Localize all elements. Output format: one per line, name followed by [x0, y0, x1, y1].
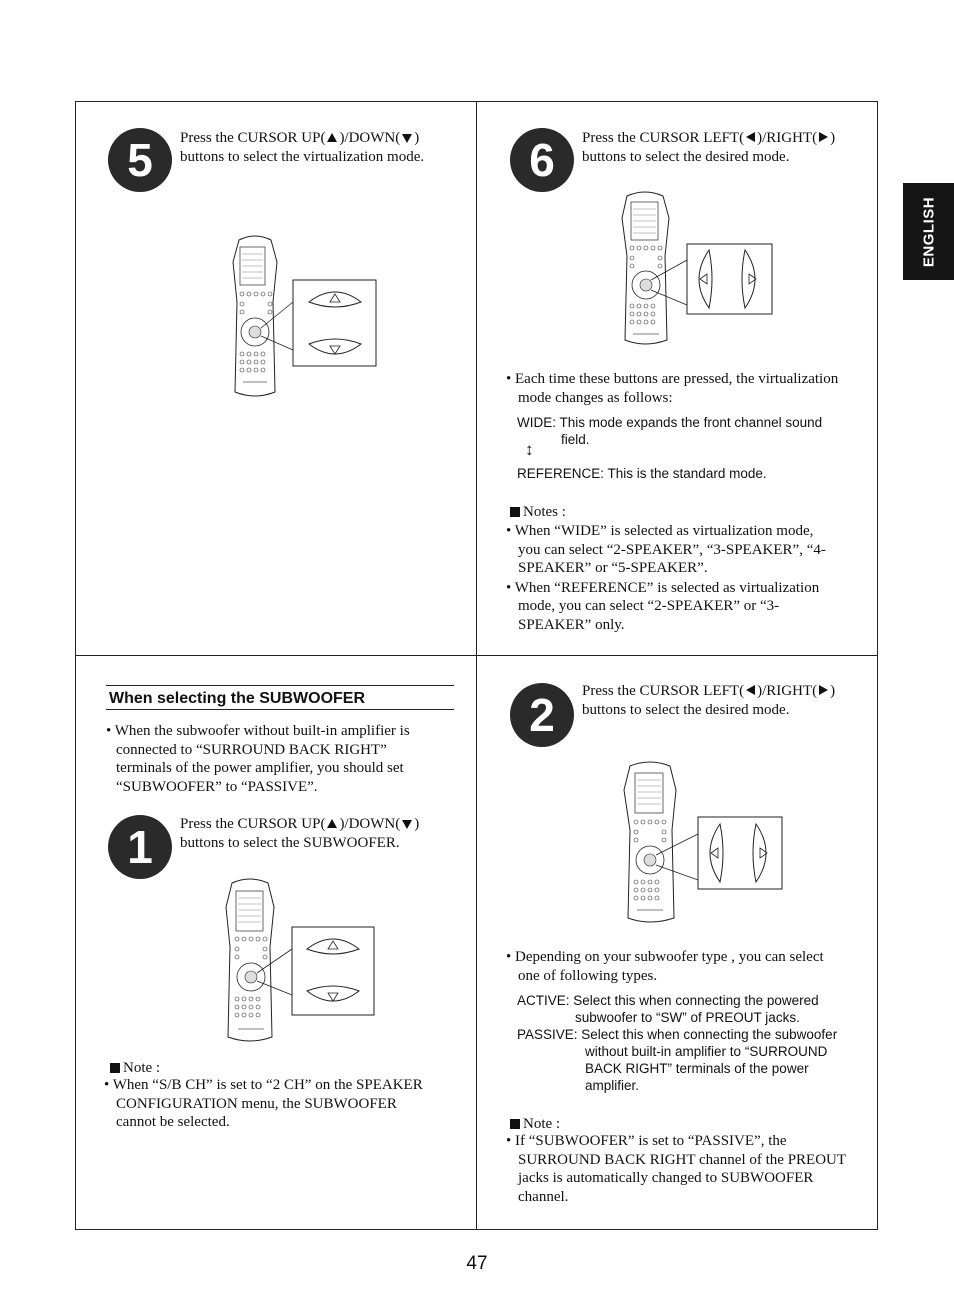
- step6-line1-a: Press the CURSOR LEFT(: [582, 130, 745, 146]
- triangle-left-icon: [746, 685, 755, 695]
- triangle-down-icon: [402, 820, 412, 829]
- remote-leftright-illustration-6: [617, 190, 777, 350]
- step2-note: [506, 1132, 868, 1206]
- column-divider: [476, 101, 477, 1230]
- step-number-1: 1: [108, 815, 172, 879]
- active-line2: subwoofer to “SW” of PREOUT jacks.: [575, 1010, 800, 1025]
- step1-note: [104, 1076, 470, 1132]
- page-number: 47: [466, 1253, 488, 1274]
- remote-control-icon: [622, 192, 669, 344]
- step2-bullet-line: one of following types.: [518, 967, 658, 984]
- triangle-right-icon: [819, 132, 828, 142]
- step-number-2: 2: [510, 683, 574, 747]
- note-heading-text: Note :: [110, 1060, 160, 1076]
- wide-line2: field.: [561, 432, 590, 447]
- triangle-up-icon: [327, 819, 337, 828]
- language-tab-label: ENGLISH: [920, 196, 937, 267]
- step1-line2: buttons to select the SUBWOOFER.: [180, 834, 400, 851]
- triangle-left-icon: [746, 132, 755, 142]
- step5-line2: buttons to select the virtualization mode.: [180, 148, 425, 165]
- step2-bullet-line: • Depending on your subwoofer type , you can select: [506, 949, 824, 965]
- step2-instruction: [582, 682, 872, 719]
- updown-arrow-icon: ↕: [525, 440, 534, 459]
- note-line: • When “REFERENCE” is selected as virtualization: [506, 579, 820, 596]
- step6-line1-b: )/RIGHT(: [757, 130, 818, 146]
- step-number-6: 6: [510, 128, 574, 192]
- step1-line1-c: ): [414, 816, 420, 832]
- note-line: • If “SUBWOOFER” is set to “PASSIVE”, the: [506, 1133, 787, 1149]
- passive-line: BACK RIGHT” terminals of the power: [585, 1061, 809, 1076]
- step1-line1-b: )/DOWN(: [339, 816, 401, 832]
- language-tab: [903, 183, 954, 280]
- note-line: SPEAKER” only.: [518, 616, 625, 633]
- section-heading: When selecting the SUBWOOFER: [106, 685, 454, 710]
- note-heading-text: Note :: [510, 1116, 560, 1132]
- step1-instruction: [180, 815, 470, 852]
- note-line: cannot be selected.: [116, 1114, 230, 1130]
- step2-line1-b: )/RIGHT(: [757, 683, 818, 699]
- note-line: mode, you can select “2-SPEAKER” or “3-: [518, 598, 780, 614]
- wide-description: [517, 414, 867, 448]
- note-line: • When “S/B CH” is set to “2 CH” on the SPEAKER: [104, 1077, 423, 1093]
- intro-line: connected to “SURROUND BACK RIGHT”: [116, 741, 387, 758]
- note-item: [506, 522, 866, 578]
- step5-line1-b: )/DOWN(: [339, 130, 401, 146]
- step2-note-heading: [510, 1115, 560, 1134]
- note-line: SURROUND BACK RIGHT channel of the PREOUT: [518, 1151, 847, 1168]
- note-line: CONFIGURATION menu, the SUBWOOFER: [116, 1095, 397, 1112]
- step5-line1-a: Press the CURSOR UP(: [180, 130, 326, 146]
- step5-instruction: [180, 129, 470, 166]
- step1-line1-a: Press the CURSOR UP(: [180, 816, 326, 832]
- note-item: [506, 579, 866, 635]
- triangle-right-icon: [819, 685, 828, 695]
- subwoofer-intro: [106, 722, 466, 796]
- step1-note-heading: [110, 1059, 160, 1078]
- step2-bullet: [506, 948, 866, 985]
- passive-description: [517, 1026, 867, 1094]
- triangle-down-icon: [402, 134, 412, 143]
- remote-updown-illustration-1: [220, 877, 380, 1047]
- remote-control-icon: [226, 879, 274, 1041]
- notes-heading-text: Notes :: [510, 504, 566, 520]
- step6-instruction: [582, 129, 872, 166]
- row-divider: [75, 655, 878, 656]
- remote-updown-illustration-5: [225, 232, 385, 404]
- step6-line1-c: ): [830, 130, 836, 146]
- active-description: [517, 992, 867, 1026]
- note-line: jacks is automatically changed to SUBWOOFER: [518, 1170, 814, 1186]
- note-line: SPEAKER” or “5-SPEAKER”.: [518, 560, 708, 576]
- step2-line1-c: ): [830, 683, 836, 699]
- reference-description: REFERENCE: This is the standard mode.: [517, 466, 767, 481]
- step-number-5: 5: [108, 128, 172, 192]
- note-line: channel.: [518, 1188, 569, 1205]
- active-line1: ACTIVE: Select this when connecting the powered: [517, 993, 819, 1008]
- intro-line: • When the subwoofer without built-in amplifier is: [106, 723, 410, 739]
- passive-line: amplifier.: [585, 1078, 640, 1093]
- note-line: you can select “2-SPEAKER”, “3-SPEAKER”, “4-: [518, 541, 826, 558]
- triangle-up-icon: [327, 133, 337, 142]
- intro-line: “SUBWOOFER” to “PASSIVE”.: [116, 778, 318, 795]
- step6-bullet: [506, 370, 866, 407]
- passive-line: without built-in amplifier to “SURROUND: [585, 1044, 828, 1059]
- intro-line: terminals of the power amplifier, you should set: [116, 760, 404, 776]
- step6-bullet-line2: mode changes as follows:: [518, 389, 673, 406]
- remote-control-icon: [233, 236, 277, 396]
- remote-leftright-illustration-2: [620, 760, 788, 928]
- remote-control-icon: [624, 762, 676, 922]
- note-line: • When “WIDE” is selected as virtualization mode,: [506, 523, 814, 539]
- step6-line2: buttons to select the desired mode.: [582, 148, 790, 165]
- passive-line: PASSIVE: Select this when connecting the subwoofer: [517, 1027, 838, 1042]
- step5-line1-c: ): [414, 130, 420, 146]
- wide-line1: WIDE: This mode expands the front channel sound: [517, 415, 823, 430]
- step6-notes: [506, 522, 866, 634]
- step6-notes-heading: [510, 503, 566, 522]
- step2-line1-a: Press the CURSOR LEFT(: [582, 683, 745, 699]
- step2-line2: buttons to select the desired mode.: [582, 701, 790, 718]
- step6-bullet-line1: • Each time these buttons are pressed, the virtualization: [506, 371, 839, 387]
